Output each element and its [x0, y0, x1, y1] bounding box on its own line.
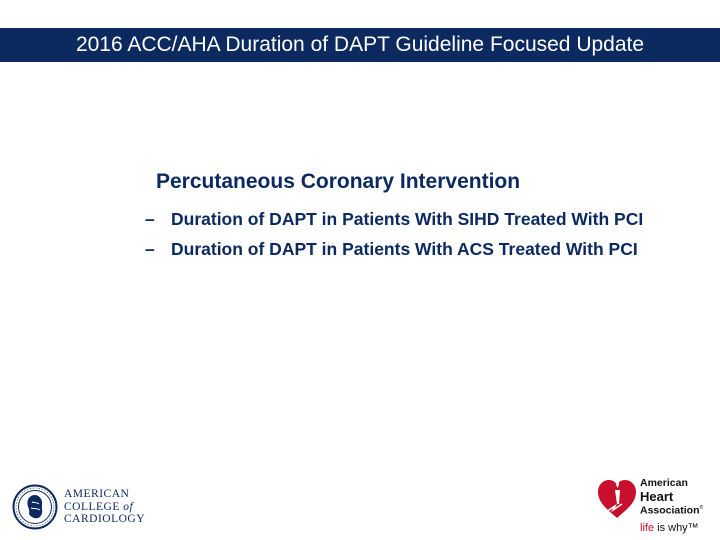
aha-line-2: Heart [640, 488, 674, 504]
slide-title: 2016 ACC/AHA Duration of DAPT Guideline Focused Update [75, 33, 645, 56]
aha-tagline-life: life [640, 522, 655, 534]
aha-heart-torch-icon [596, 476, 638, 522]
bullet-dash: – [145, 239, 155, 259]
aha-tagline-rest: is why™ [654, 522, 699, 534]
acc-seal-icon [12, 484, 58, 530]
aha-registered-mark: ® [699, 504, 704, 511]
aha-line-3: Association [640, 504, 700, 516]
acc-line-2: COLLEGE [64, 500, 124, 513]
bullet-dash: – [145, 209, 155, 229]
bullet-list [145, 207, 645, 267]
aha-line-1: American [640, 477, 688, 489]
bullet-text: Duration of DAPT in Patients With SIHD Treated With PCI [171, 209, 644, 229]
title-bar [0, 28, 720, 62]
aha-logo [596, 474, 716, 536]
list-item [145, 237, 645, 261]
section-heading: Percutaneous Coronary Intervention [156, 170, 521, 193]
acc-line-2-em: of [123, 500, 134, 513]
aha-tagline [640, 522, 699, 534]
acc-logo [12, 484, 145, 530]
bullet-text: Duration of DAPT in Patients With ACS Treated With PCI [171, 239, 638, 259]
acc-line-1: AMERICAN [64, 488, 130, 501]
list-item [145, 207, 645, 231]
acc-line-3: CARDIOLOGY [64, 513, 146, 526]
